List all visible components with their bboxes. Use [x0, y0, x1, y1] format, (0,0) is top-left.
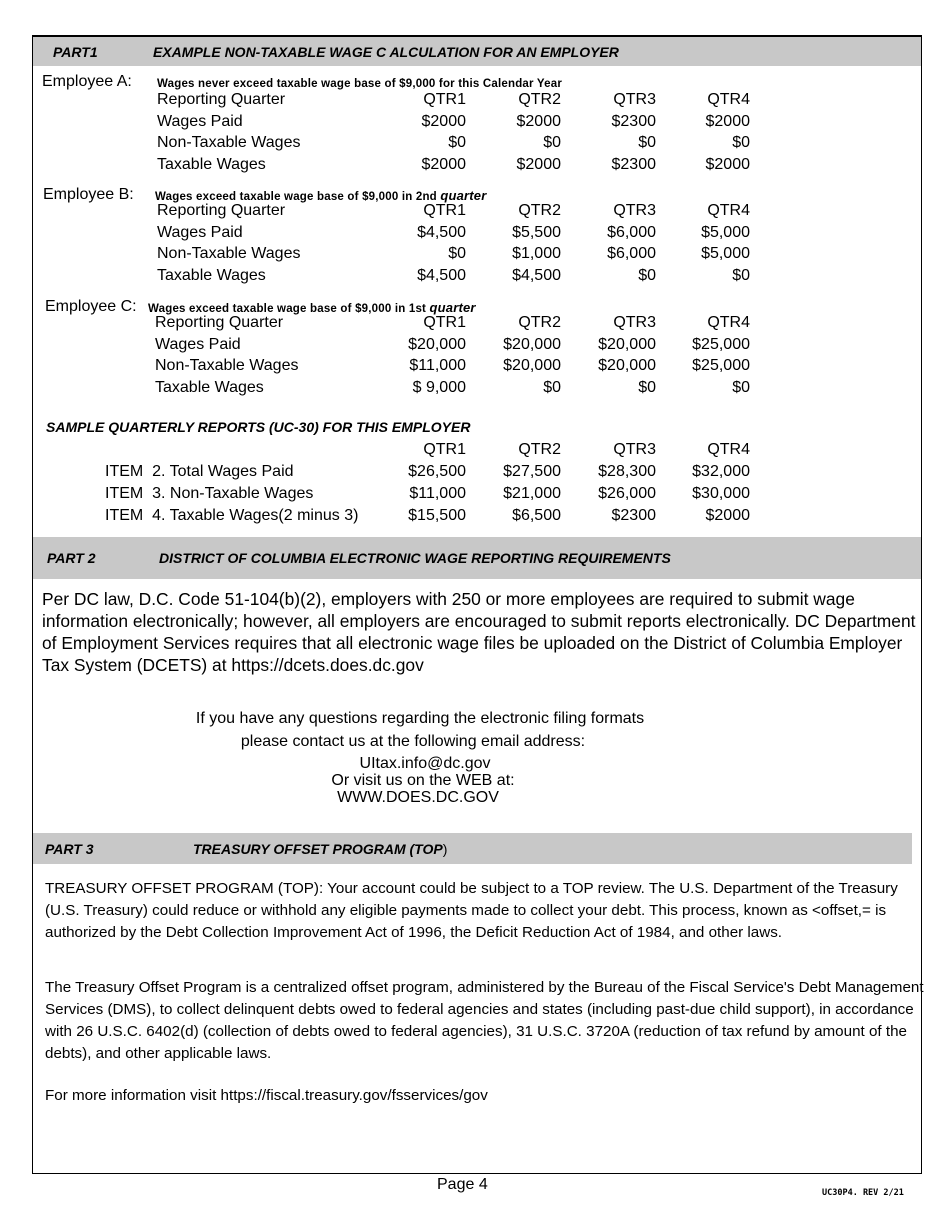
row-label: Non-Taxable Wages	[155, 357, 299, 374]
table-cell: $0	[638, 134, 656, 151]
table-cell: $30,000	[692, 485, 750, 502]
employee-note-suffix: quarter	[440, 188, 487, 203]
contact-line-1: If you have any questions regarding the electronic filing formats	[195, 710, 645, 727]
row-label: Reporting Quarter	[157, 91, 286, 108]
part2-title: DISTRICT OF COLUMBIA ELECTRONIC WAGE REPORTING REQUIREMENTS	[159, 550, 671, 566]
row-label: Taxable Wages	[155, 379, 264, 396]
part3-header	[33, 833, 912, 864]
table-cell: $1,000	[512, 245, 561, 262]
column-header: QTR2	[518, 441, 561, 458]
form-id: UC30P4. REV 2/21	[822, 1188, 904, 1198]
table-cell: $6,000	[607, 224, 656, 241]
row-label: Taxable Wages	[157, 156, 266, 173]
employee-note-text: Wages never exceed taxable wage base of $9,000 for this Calendar Year	[157, 78, 562, 90]
table-cell: $0	[638, 267, 656, 284]
employee-note-text: Wages exceed taxable wage base of $9,000 in 2nd	[155, 191, 437, 203]
table-cell: $0	[732, 134, 750, 151]
column-header: QTR2	[518, 314, 561, 331]
table-cell: $2000	[705, 156, 750, 173]
table-cell: $11,000	[409, 485, 466, 502]
row-label: Reporting Quarter	[157, 202, 286, 219]
table-cell: $2000	[705, 507, 750, 524]
column-header: QTR4	[707, 314, 750, 331]
row-label: Wages Paid	[157, 224, 243, 241]
table-cell: $5,000	[701, 224, 750, 241]
column-header: QTR1	[423, 91, 466, 108]
table-cell: $20,000	[598, 336, 656, 353]
table-cell: $5,500	[512, 224, 561, 241]
table-cell: $4,500	[512, 267, 561, 284]
part3-title-end: )	[442, 840, 448, 857]
column-header: QTR3	[613, 91, 656, 108]
table-cell: $0	[732, 267, 750, 284]
table-cell: $2000	[421, 156, 466, 173]
table-cell: $2300	[611, 507, 656, 524]
column-header: QTR1	[423, 314, 466, 331]
employee-note-text: Wages exceed taxable wage base of $9,000 in 1st	[148, 303, 427, 315]
sample-title: SAMPLE QUARTERLY REPORTS (UC-30) FOR THIS EMPLOYER	[46, 419, 471, 435]
employee-name: Employee C:	[45, 298, 137, 315]
table-cell: $27,500	[503, 463, 561, 480]
table-cell: $11,000	[409, 357, 466, 374]
part3-paragraph-1: TREASURY OFFSET PROGRAM (TOP): Your account could be subject to a TOP review. The U.S. Department of the Treasury (U.S. Treasury) could reduce or withhold any eligible payments made to collect your debt. This process, known as <offset,= is authorized by the Debt Collection Improvement Act of 1996, the Deficit Reduction Act of 1984, and other laws.	[45, 880, 898, 941]
contact-line-2: please contact us at the following email address:	[240, 733, 586, 750]
table-cell: $2300	[611, 113, 656, 130]
table-cell: $4,500	[417, 224, 466, 241]
part3-label: PART 3	[45, 840, 94, 857]
part2-paragraph: Per DC law, D.C. Code 51-104(b)(2), employers with 250 or more employees are required to submit wage information electronically; however, all employers are encouraged to submit reports electronically. DC Department of Employment Services requires that all electronic wage files be uploaded on the District of Columbia Employer Tax System (DCETS) at https://dcets.does.dc.gov	[42, 589, 916, 675]
part1-title: EXAMPLE NON-TAXABLE WAGE C ALCULATION FOR AN EMPLOYER	[153, 43, 619, 60]
employee-note-suffix: quarter	[429, 300, 476, 315]
page-number: Page 4	[437, 1176, 488, 1193]
web-link[interactable]: WWW.DOES.DC.GOV	[337, 789, 499, 806]
table-cell: $15,500	[408, 507, 466, 524]
part3-paragraph-3: For more information visit https://fiscal.treasury.gov/fsservices/gov	[45, 1087, 488, 1104]
table-cell: $2000	[516, 156, 561, 173]
table-cell: $20,000	[598, 357, 656, 374]
row-label: Reporting Quarter	[155, 314, 284, 331]
table-cell: $6,500	[512, 507, 561, 524]
table-cell: $2000	[421, 113, 466, 130]
table-cell: $0	[732, 379, 750, 396]
column-header: QTR3	[613, 441, 656, 458]
column-header: QTR1	[423, 202, 466, 219]
table-cell: $6,000	[607, 245, 656, 262]
table-cell: $0	[543, 134, 561, 151]
table-cell: $0	[543, 379, 561, 396]
part3-title: TREASURY OFFSET PROGRAM (TOP	[193, 840, 443, 857]
table-cell: $2000	[516, 113, 561, 130]
part2-header	[33, 537, 921, 579]
row-label: Taxable Wages	[157, 267, 266, 284]
table-cell: $0	[448, 245, 466, 262]
table-cell: $26,500	[408, 463, 466, 480]
table-cell: $20,000	[503, 357, 561, 374]
row-label: Non-Taxable Wages	[157, 245, 301, 262]
column-header: QTR2	[518, 202, 561, 219]
row-label: Non-Taxable Wages	[157, 134, 301, 151]
part3-paragraph-2: The Treasury Offset Program is a centralized offset program, administered by the Bureau of the Fiscal Service's Debt Management Services (DMS), to collect delinquent debts owed to federal agencies and states (including past-due child support), in accordance with 26 U.S.C. 6402(d) (collection of debts owed to federal agencies), 31 U.S.C. 3720A (reduction of tax refund by amount of the debts), and other applicable laws.	[45, 979, 924, 1062]
column-header: QTR2	[518, 91, 561, 108]
column-header: QTR1	[423, 441, 466, 458]
table-cell: $2300	[611, 156, 656, 173]
part2-label: PART 2	[47, 550, 96, 566]
part1-header	[33, 37, 921, 66]
column-header: QTR3	[613, 314, 656, 331]
row-label: Wages Paid	[157, 113, 243, 130]
column-header: QTR4	[707, 91, 750, 108]
table-cell: $ 9,000	[412, 379, 466, 396]
table-cell: $20,000	[503, 336, 561, 353]
column-header: QTR3	[613, 202, 656, 219]
table-cell: $28,300	[598, 463, 656, 480]
table-cell: $2000	[705, 113, 750, 130]
employee-name: Employee A:	[42, 73, 132, 90]
table-cell: $26,000	[598, 485, 656, 502]
table-cell: $21,000	[503, 485, 561, 502]
table-cell: $0	[448, 134, 466, 151]
column-header: QTR4	[707, 202, 750, 219]
sample-row-label: ITEM 2. Total Wages Paid	[105, 463, 294, 480]
web-intro: Or visit us on the WEB at:	[331, 772, 515, 789]
table-cell: $32,000	[692, 463, 750, 480]
table-cell: $25,000	[692, 336, 750, 353]
table-cell: $4,500	[417, 267, 466, 284]
table-cell: $0	[638, 379, 656, 396]
sample-row-label: ITEM 4. Taxable Wages(2 minus 3)	[105, 507, 359, 524]
table-cell: $5,000	[701, 245, 750, 262]
table-cell: $25,000	[692, 357, 750, 374]
contact-email[interactable]: UItax.info@dc.gov	[359, 755, 491, 772]
table-cell: $20,000	[408, 336, 466, 353]
employee-name: Employee B:	[43, 186, 134, 203]
sample-row-label: ITEM 3. Non-Taxable Wages	[105, 485, 314, 502]
row-label: Wages Paid	[155, 336, 241, 353]
column-header: QTR4	[707, 441, 750, 458]
part1-label: PART1	[53, 43, 98, 60]
